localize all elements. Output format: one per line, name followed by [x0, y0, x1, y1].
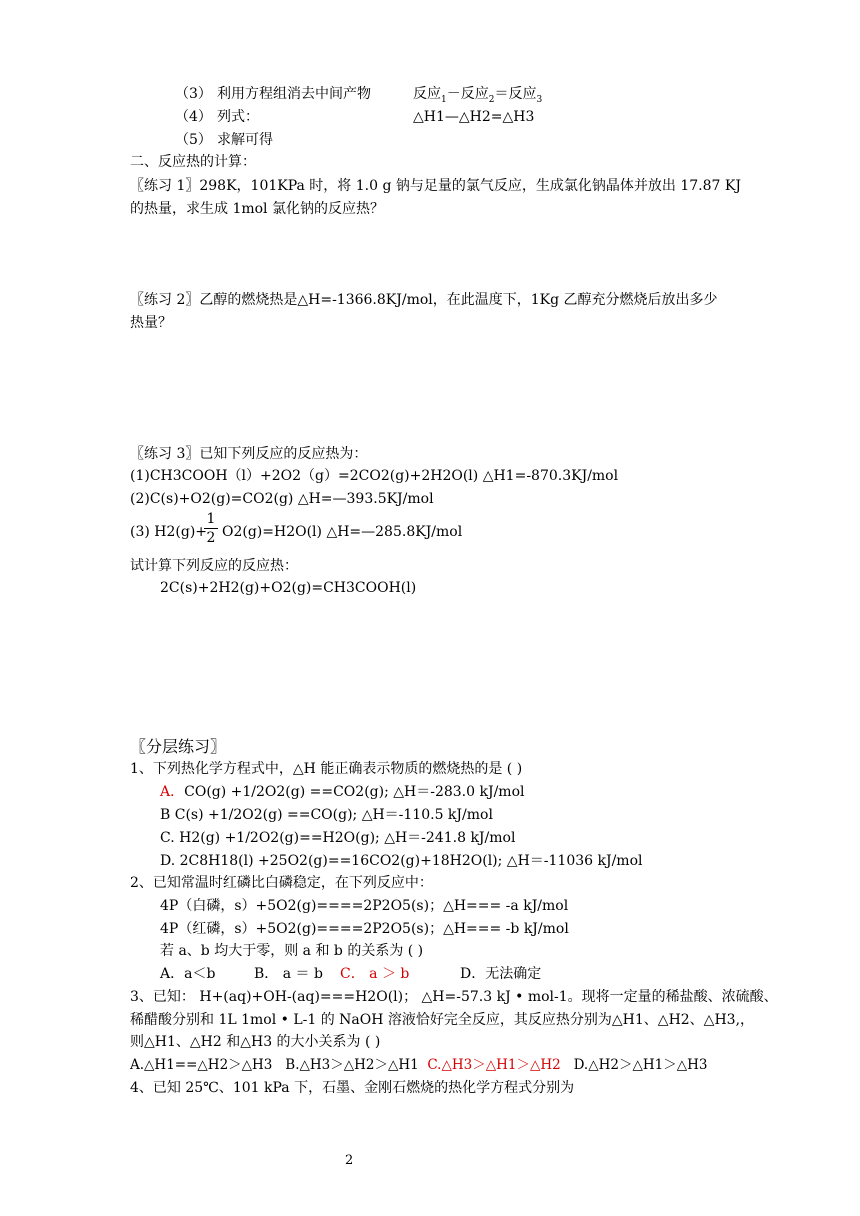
fraction-numerator: 1 — [206, 511, 216, 527]
q3-option-b: B.△H3＞△H2＞△H1 — [285, 1057, 419, 1073]
q2-reaction-1: 4P（白磷，s）+5O2(g)====2P2O5(s)；△H=== -a kJ/mol — [160, 898, 569, 914]
step-4-equation: △H1—△H2=△H3 — [413, 109, 535, 125]
exercise-2-line-2: 热量？ — [130, 315, 172, 331]
exercise-3-reaction-2: (2)C(s)+O2(g)=CO2(g) △H=—393.5KJ/mol — [130, 491, 434, 507]
section-2-title: 二、反应热的计算： — [130, 154, 256, 170]
q2-option-a: A．a＜b — [160, 966, 216, 982]
q1-option-b: B C(s) +1/2O2(g) ==CO(g); △H＝-110.5 kJ/mol — [160, 807, 493, 823]
q3-line-2: 稀醋酸分别和 1L 1mol • L-1 的 NaOH 溶液恰好完全反应，其反应热分别为△H1、△H2、△H3,， — [130, 1012, 755, 1028]
exercise-1-line-2: 的热量，求生成 1mol 氯化钠的反应热？ — [130, 201, 384, 217]
q1-option-a-label: A． — [160, 784, 185, 800]
exercise-3-target: 2C(s)+2H2(g)+O2(g)=CH3COOH(l) — [160, 580, 417, 596]
step-3-num: （3） — [175, 86, 212, 102]
q4-stem: 4、已知 25℃、101 kPa 下，石墨、金刚石燃烧的热化学方程式分别为 — [130, 1080, 575, 1096]
step-4-num: （4） — [175, 109, 212, 125]
exercise-3-title: 〖练习 3〗已知下列反应的反应热为： — [130, 446, 368, 462]
step-3-text: 利用方程组消去中间产物 — [217, 86, 371, 102]
step-5-text: 求解可得 — [217, 132, 273, 148]
q2-stem: 2、已知常温时红磷比白磷稳定，在下列反应中： — [130, 875, 433, 891]
step-4-text: 列式： — [217, 109, 259, 125]
q2-condition: 若 a、b 均大于零，则 a 和 b 的关系为 ( ) — [160, 943, 424, 959]
q3-option-c: C.△H3＞△H1＞△H2 — [427, 1057, 561, 1073]
q3-line-1: 3、已知： H+(aq)+OH-(aq)===H2O(l)； △H=-57.3 kJ • mol-1。现将一定量的稀盐酸、浓硫酸、 — [130, 989, 778, 1005]
exercise-2-line-1: 〖练习 2〗乙醇的燃烧热是△H=-1366.8KJ/mol，在此温度下，1Kg 乙醇充分燃烧后放出多少 — [130, 292, 718, 308]
q1-option-a: A．CO(g) +1/2O2(g) ==CO2(g); △H＝-283.0 kJ/mol — [160, 784, 525, 800]
exercise-1-line-1: 〖练习 1〗298K，101KPa 时，将 1.0 g 钠与足量的氯气反应，生成氯化钠晶体并放出 17.87 KJ — [130, 178, 741, 194]
page-number: 2 — [345, 1153, 354, 1168]
q3-option-d: D.△H2＞△H1＞△H3 — [573, 1057, 708, 1073]
layered-practice-title: 〖分层练习〗 — [130, 737, 227, 756]
q2-option-d: D．无法确定 — [460, 966, 542, 982]
q3-option-a: A.△H1==△H2＞△H3 — [130, 1057, 273, 1073]
q2-option-b: B． a ＝ b — [254, 966, 323, 982]
exercise-3-reaction-3-right: O2(g)=H2O(l) △H=—285.8KJ/mol — [222, 524, 463, 540]
exercise-3-reaction-1: (1)CH3COOH（l）+2O2（g）=2CO2(g)+2H2O(l) △H1=-870.3KJ/mol — [130, 468, 619, 484]
exercise-3-ask: 试计算下列反应的反应热： — [130, 558, 298, 574]
step-5-num: （5） — [175, 132, 212, 148]
q3-line-3: 则△H1、△H2 和△H3 的大小关系为 ( ) — [130, 1034, 381, 1050]
q1-stem: 1、下列热化学方程式中，△H 能正确表示物质的燃烧热的是 ( ) — [130, 761, 523, 777]
exercise-3-reaction-3-left: (3) H2(g)+ — [130, 524, 208, 540]
fraction-denominator: 2 — [206, 530, 216, 546]
q2-reaction-2: 4P（红磷，s）+5O2(g)====2P2O5(s)；△H=== -b kJ/mol — [160, 921, 569, 937]
q3-options — [130, 1054, 707, 1076]
q1-option-d: D. 2C8H18(l) +25O2(g)==16CO2(g)+18H2O(l); △H＝-11036 kJ/mol — [160, 853, 643, 869]
fraction-one-half — [204, 511, 218, 546]
step-3-equation: 反应$_1$－反应$_2$＝反应$_3$ — [413, 86, 543, 105]
q2-option-c: C． a ＞ b — [340, 966, 410, 982]
q1-option-c: C. H2(g) +1/2O2(g)==H2O(g); △H＝-241.8 kJ/mol — [160, 830, 516, 846]
